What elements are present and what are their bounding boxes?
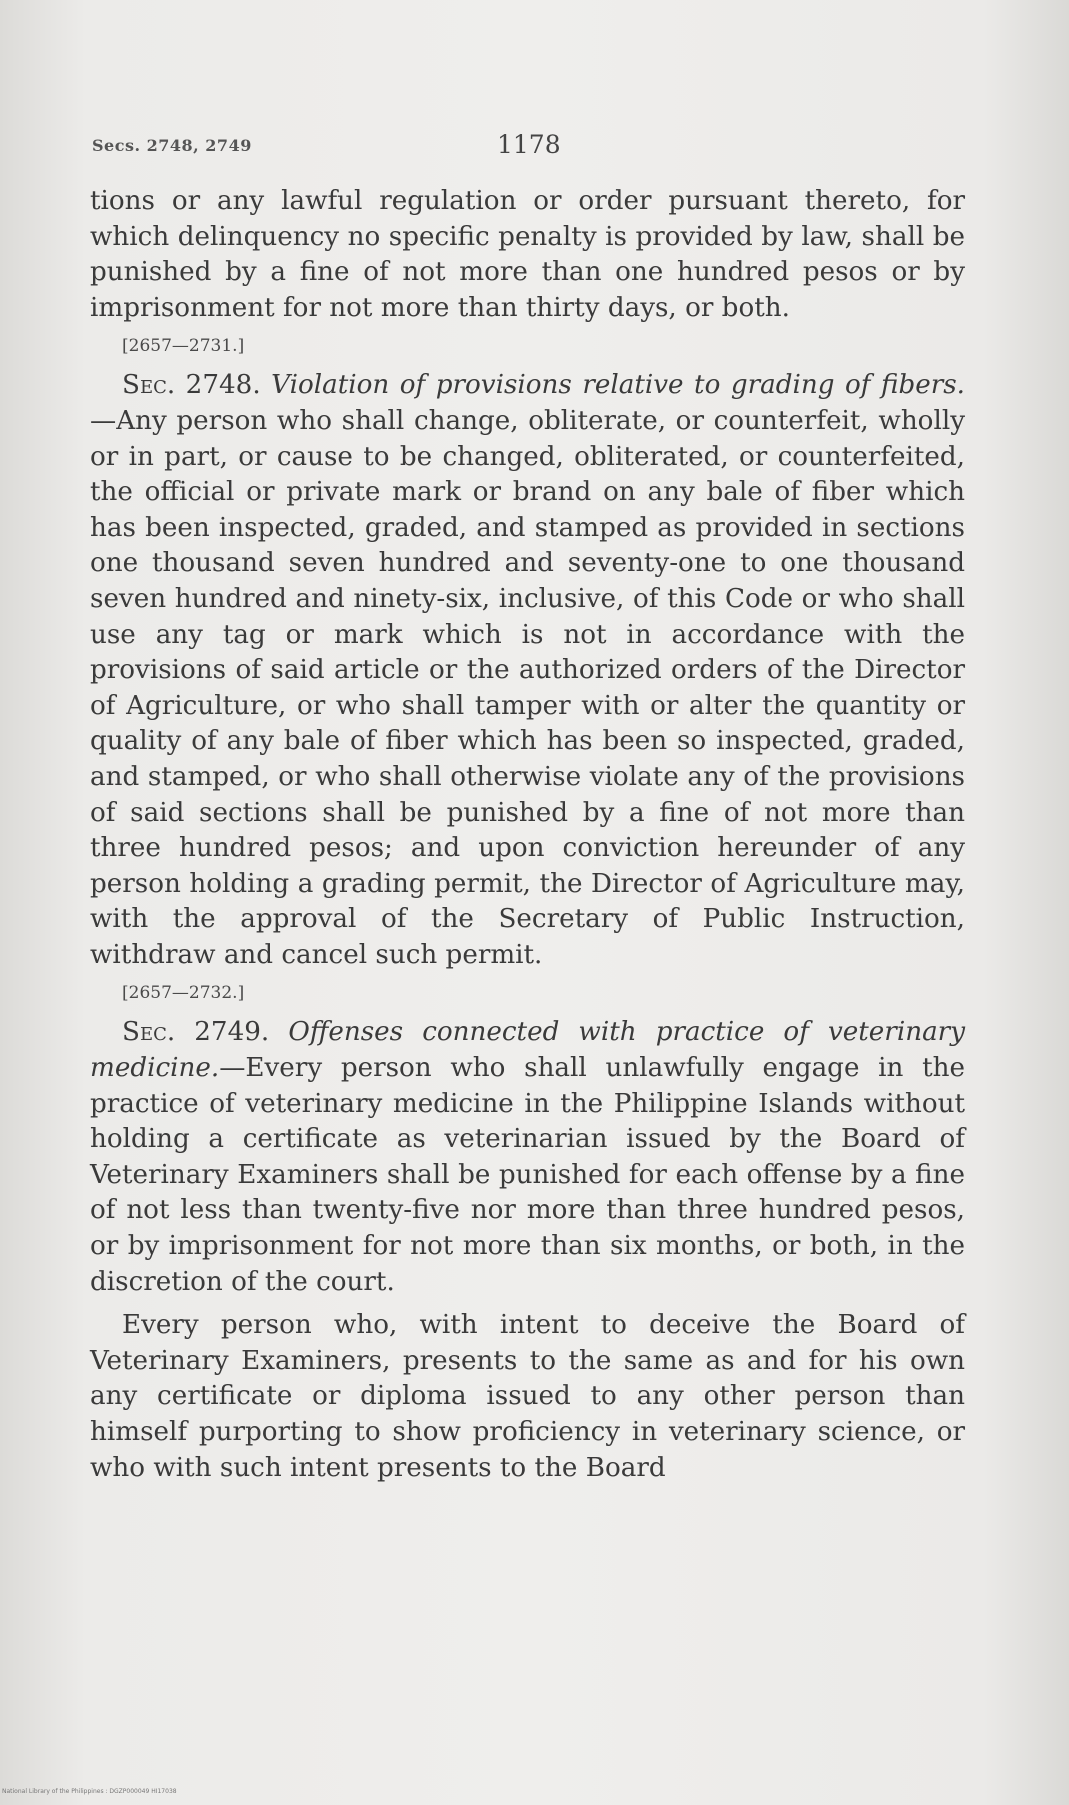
section-reference: Secs. 2748, 2749 [92,136,252,155]
section-2749-label: Sec. 2749. [122,1017,270,1048]
section-2748-text: —Any person who shall change, obliterate, or counterfeit, wholly or in part, or cause to be changed, obliterated, or counterfeited, the official or private mark or brand on any bale of fiber which has been inspected, graded, and stamped as provided in sections one thousand seven hundred and seventy-one to one thousand seven hundred and ninety-six, inclusive, of this Code or who shall use any tag or mark which is not in accordance with the provisions of said article or the authorized orders of the Director of Agriculture, or who shall tamper with or alter the quantity or quality of any bale of fiber which has been so inspected, graded, and stamped, or who shall otherwise violate any of the provisions of said sections shall be punished by a fine of not more than three hundred pesos; and upon conviction hereunder of any person holding a grading permit, the Director of Agriculture may, with the approval of the Secretary of Public Instruction, withdraw and cancel such permit. [90,405,965,970]
continued-paragraph: tions or any lawful regulation or order pursuant thereto, for which delinquency no specific penalty is provided by law, shall be punished by a fine of not more than one hundred pesos or by imprisonment for not more than thirty days, or both. [90,186,965,323]
section-2748 [90,368,965,973]
running-head [92,130,965,170]
body-text [90,184,965,1486]
source-note: National Library of the Philippines : DGZP000049 HI17038 [2,1788,177,1795]
paragraph-gap [90,1300,965,1308]
citation-2732: [2657—2732.] [122,983,245,1004]
section-2748-heading: Violation of provisions relative to grading of fibers. [271,370,965,401]
section-2749 [90,1015,965,1300]
section-2748-label: Sec. 2748. [122,370,261,401]
final-paragraph: Every person who, with intent to deceive the Board of Veterinary Examiners, presents to the same as and for his own any certificate or diploma issued to any other person than himself purporting to show proficiency in veterinary science, or who with such intent presents to the Board [90,1310,965,1483]
citation-2731: [2657—2731.] [122,336,245,357]
section-2749-heading: Offenses connected with practice of veterinary medicine. [90,1017,965,1084]
section-2749-text: —Every person who shall unlawfully engage in the practice of veterinary medicine in the Philippine Islands without holding a certificate as veterinarian issued by the Board of Veterinary Examiners shall be punished for each offense by a fine of not less than twenty-five nor more than three hundred pesos, or by imprisonment for not more than six months, or both, in the discretion of the court. [90,1053,965,1297]
page-number: 1178 [497,130,561,159]
